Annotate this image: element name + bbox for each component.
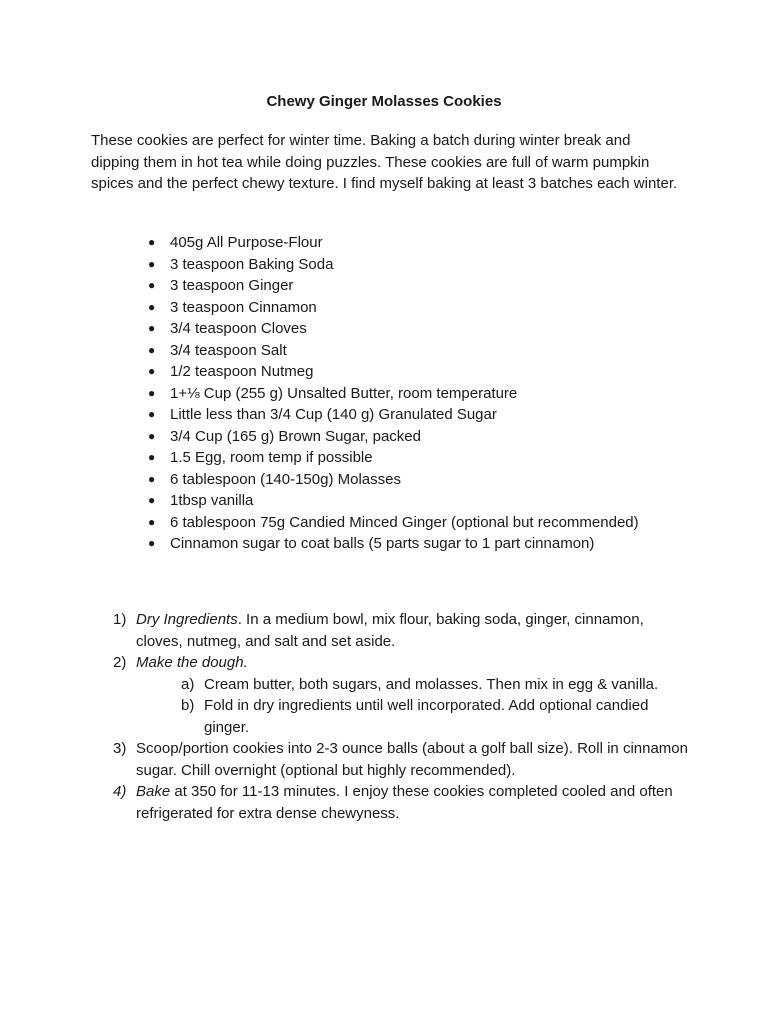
step-text: Scoop/portion cookies into 2-3 ounce balls (about a golf ball size). Roll in cinnamon sugar. Chill overnight (optional but highly recommended).	[136, 740, 688, 779]
ingredient-text: 1/2 teaspoon Nutmeg	[170, 363, 314, 380]
ingredient-item	[148, 426, 639, 448]
ingredient-text: 3/4 teaspoon Cloves	[170, 320, 307, 337]
bullet-icon: ●	[148, 428, 156, 443]
ingredient-text: 3 teaspoon Baking Soda	[170, 255, 334, 273]
ingredient-item	[148, 512, 639, 534]
ingredient-item	[148, 340, 639, 362]
bullet-icon: ●	[148, 321, 156, 335]
ingredient-text: 6 tablespoon (140-150g) Molasses	[170, 470, 401, 488]
ingredient-item	[148, 361, 639, 383]
instruction-list	[113, 609, 693, 824]
ingredient-text: 1tbsp vanilla	[170, 492, 254, 509]
bullet-icon: ●	[148, 536, 156, 550]
step-number: 4)	[113, 783, 127, 800]
ingredient-text: Little less than 3/4 Cup (140 g) Granulated Sugar	[170, 406, 497, 423]
bullet-icon: ●	[148, 385, 156, 400]
instruction-step	[113, 738, 693, 781]
ingredient-item	[148, 490, 639, 512]
recipe-title: Chewy Ginger Molasses Cookies	[266, 93, 502, 110]
instruction-step	[113, 652, 693, 738]
bullet-icon: ●	[148, 471, 156, 486]
bullet-icon: ●	[148, 450, 156, 464]
bullet-icon: ●	[148, 256, 156, 271]
ingredient-item	[148, 469, 639, 491]
ingredient-item	[148, 447, 639, 469]
bullet-icon: ●	[148, 493, 156, 507]
ingredient-text: 3 teaspoon Cinnamon	[170, 298, 317, 316]
step-heading: Make the dough.	[136, 654, 248, 671]
step-number: 2)	[113, 654, 127, 671]
ingredient-text: 405g All Purpose-Flour	[170, 234, 323, 251]
recipe-intro: These cookies are perfect for winter time. Baking a batch during winter break and dipping them in hot tea while doing puzzles. These cookies are full of warm pumpkin spices and the perfect chewy texture. I find myself baking at least 3 batches each winter.	[91, 132, 678, 192]
step-number: 1)	[113, 611, 127, 628]
sub-step-text: Fold in dry ingredients until well incorporated. Add optional candied ginger.	[204, 697, 649, 736]
bullet-icon: ●	[148, 342, 156, 357]
bullet-icon: ●	[148, 235, 156, 249]
ingredient-item	[148, 275, 639, 297]
sub-step	[181, 695, 693, 738]
step-number: 3)	[113, 740, 127, 757]
ingredient-text: 3/4 Cup (165 g) Brown Sugar, packed	[170, 427, 421, 445]
ingredient-text: 1+⅛ Cup (255 g) Unsalted Butter, room temperature	[170, 384, 518, 402]
step-heading: Bake	[136, 783, 171, 800]
instruction-step	[113, 781, 693, 824]
bullet-icon: ●	[148, 299, 156, 314]
ingredient-text: Cinnamon sugar to coat balls (5 parts sugar to 1 part cinnamon)	[170, 535, 595, 552]
sub-step-list	[136, 674, 693, 739]
sub-step-text: Cream butter, both sugars, and molasses. Then mix in egg & vanilla.	[204, 675, 659, 693]
sub-step	[181, 674, 693, 696]
step-text: . In a medium bowl, mix flour, baking soda, ginger, cinnamon, cloves, nutmeg, and salt and set aside.	[136, 611, 644, 650]
instruction-step	[113, 609, 693, 652]
ingredient-item	[148, 254, 639, 276]
bullet-icon: ●	[148, 364, 156, 378]
ingredient-item	[148, 383, 639, 405]
step-text: at 350 for 11-13 minutes. I enjoy these cookies completed cooled and often refrigerated for extra dense chewyness.	[136, 783, 673, 822]
ingredient-item	[148, 297, 639, 319]
ingredient-text: 6 tablespoon 75g Candied Minced Ginger (optional but recommended)	[170, 513, 639, 531]
bullet-icon: ●	[148, 278, 156, 292]
ingredient-text: 3 teaspoon Ginger	[170, 277, 294, 294]
ingredient-text: 1.5 Egg, room temp if possible	[170, 449, 373, 466]
ingredient-item	[148, 533, 639, 555]
ingredient-item	[148, 318, 639, 340]
ingredient-list	[148, 232, 639, 555]
sub-step-letter: b)	[181, 697, 195, 714]
sub-step-letter: a)	[181, 675, 195, 693]
step-heading: Dry Ingredients	[136, 611, 238, 628]
ingredient-item	[148, 404, 639, 426]
ingredient-text: 3/4 teaspoon Salt	[170, 341, 287, 359]
bullet-icon: ●	[148, 407, 156, 421]
bullet-icon: ●	[148, 514, 156, 529]
ingredient-item	[148, 232, 639, 254]
